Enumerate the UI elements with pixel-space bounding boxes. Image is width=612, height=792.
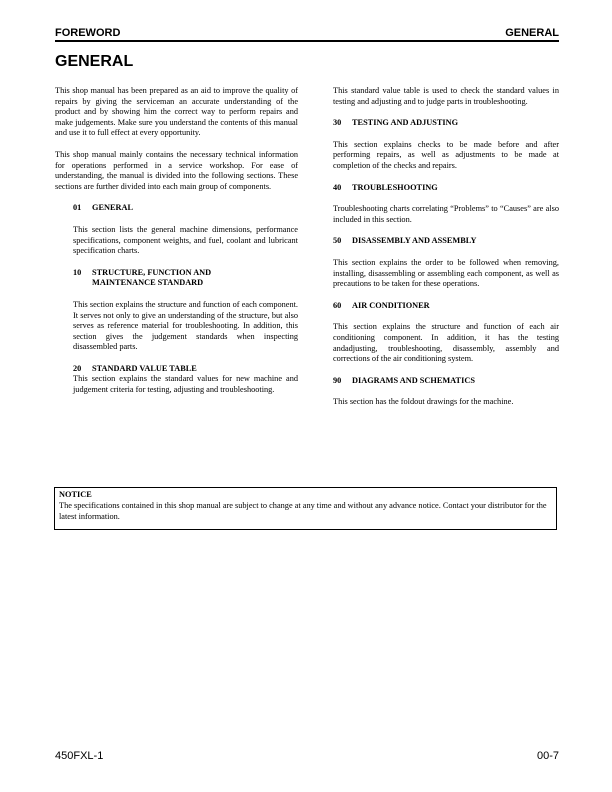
- section-number: 60: [333, 300, 342, 310]
- section-title: TROUBLESHOOTING: [352, 182, 438, 192]
- section-title: GENERAL: [92, 203, 134, 213]
- section-20-continued: This standard value table is used to check the standard values in testing and adjusting and to judge parts in troubleshooting.: [333, 86, 559, 106]
- section-number: 20: [73, 363, 82, 373]
- section-40-body: Troubleshooting charts correlating “Problems” to “Causes” are also included in this section.: [333, 204, 559, 224]
- section-90-body: This section has the foldout drawings for the machine.: [333, 397, 514, 407]
- header-rule: [55, 40, 559, 42]
- section-title: DIAGRAMS AND SCHEMATICS: [352, 375, 475, 385]
- section-30-heading: [333, 118, 559, 129]
- notice-body: The specifications contained in this shop manual are subject to change at any time and without any advance notice. Contact your distributor for the latest information.: [59, 500, 547, 521]
- section-60-heading: [333, 301, 559, 312]
- section-30-body: This section explains checks to be made before and after performing repairs, as well as adjustments to be made at completion of the checks and repairs.: [333, 139, 559, 170]
- section-number: 30: [333, 118, 342, 128]
- header-chapter-name: GENERAL: [505, 27, 559, 39]
- section-number: 50: [333, 236, 342, 246]
- section-50-body: This section explains the order to be followed when removing, installing, disassembling or assembling each component, as well as precautions to be taken for these operations.: [333, 257, 559, 289]
- left-column: [55, 86, 298, 396]
- section-title-line-1: STRUCTURE, FUNCTION AND: [92, 267, 212, 277]
- running-header: [55, 27, 559, 40]
- notice-box: [54, 487, 557, 530]
- section-20-heading: [55, 364, 298, 375]
- section-90-heading: [333, 376, 559, 387]
- section-01-body: This section lists the general machine dimensions, performance specifications, component weights, and fuel, coolant and lubricant specification charts.: [73, 224, 298, 256]
- section-number: 90: [333, 375, 342, 385]
- section-number: 40: [333, 182, 342, 192]
- section-01-heading: [55, 203, 298, 214]
- footer-page-number: 00-7: [536, 750, 559, 762]
- intro-paragraph-2: This shop manual mainly contains the necessary technical information for operations performed in a service workshop. For ease of understanding, the manual is divided into the following sections. These sections are further divided into each main group of components.: [55, 149, 298, 191]
- section-number: 10: [73, 267, 82, 277]
- section-20-body: This section explains the standard values for new machine and judgement criteria for testing, adjusting and troubleshooting.: [73, 374, 298, 395]
- page-title: GENERAL: [55, 53, 134, 70]
- right-column: [333, 86, 559, 408]
- section-40-heading: [333, 183, 559, 194]
- section-title: DISASSEMBLY AND ASSEMBLY: [352, 236, 477, 246]
- section-10-body: This section explains the structure and function of each component. It serves not only to give an understanding of the structure, but also serves as reference material for troubleshooting. In addition, this section gives the judgement standards when inspecting disassembled parts.: [73, 299, 298, 352]
- section-title: TESTING AND ADJUSTING: [352, 118, 459, 128]
- section-title-line-2: MAINTENANCE STANDARD: [92, 278, 204, 288]
- section-60-body: This section explains the structure and function of each air conditioning component. In addition, it has the testing andadjusting, troubleshooting, disassembly, assembly and corrections of the air conditioning system.: [333, 322, 559, 364]
- header-section-name: FOREWORD: [55, 27, 121, 39]
- section-title: AIR CONDITIONER: [352, 300, 430, 310]
- section-title: STANDARD VALUE TABLE: [92, 363, 197, 373]
- section-number: 01: [73, 203, 82, 213]
- section-10-heading: [55, 268, 298, 289]
- section-50-heading: [333, 236, 559, 247]
- intro-paragraph-1: This shop manual has been prepared as an aid to improve the quality of repairs by giving the serviceman an accurate understanding of the product and by showing him the correct way to perform repairs and make judgements. Make sure you understand the contents of this manual and use it to full effect at every opportunity.: [55, 86, 298, 138]
- notice-title: NOTICE: [59, 490, 92, 499]
- footer-model: 450FXL-1: [55, 750, 104, 762]
